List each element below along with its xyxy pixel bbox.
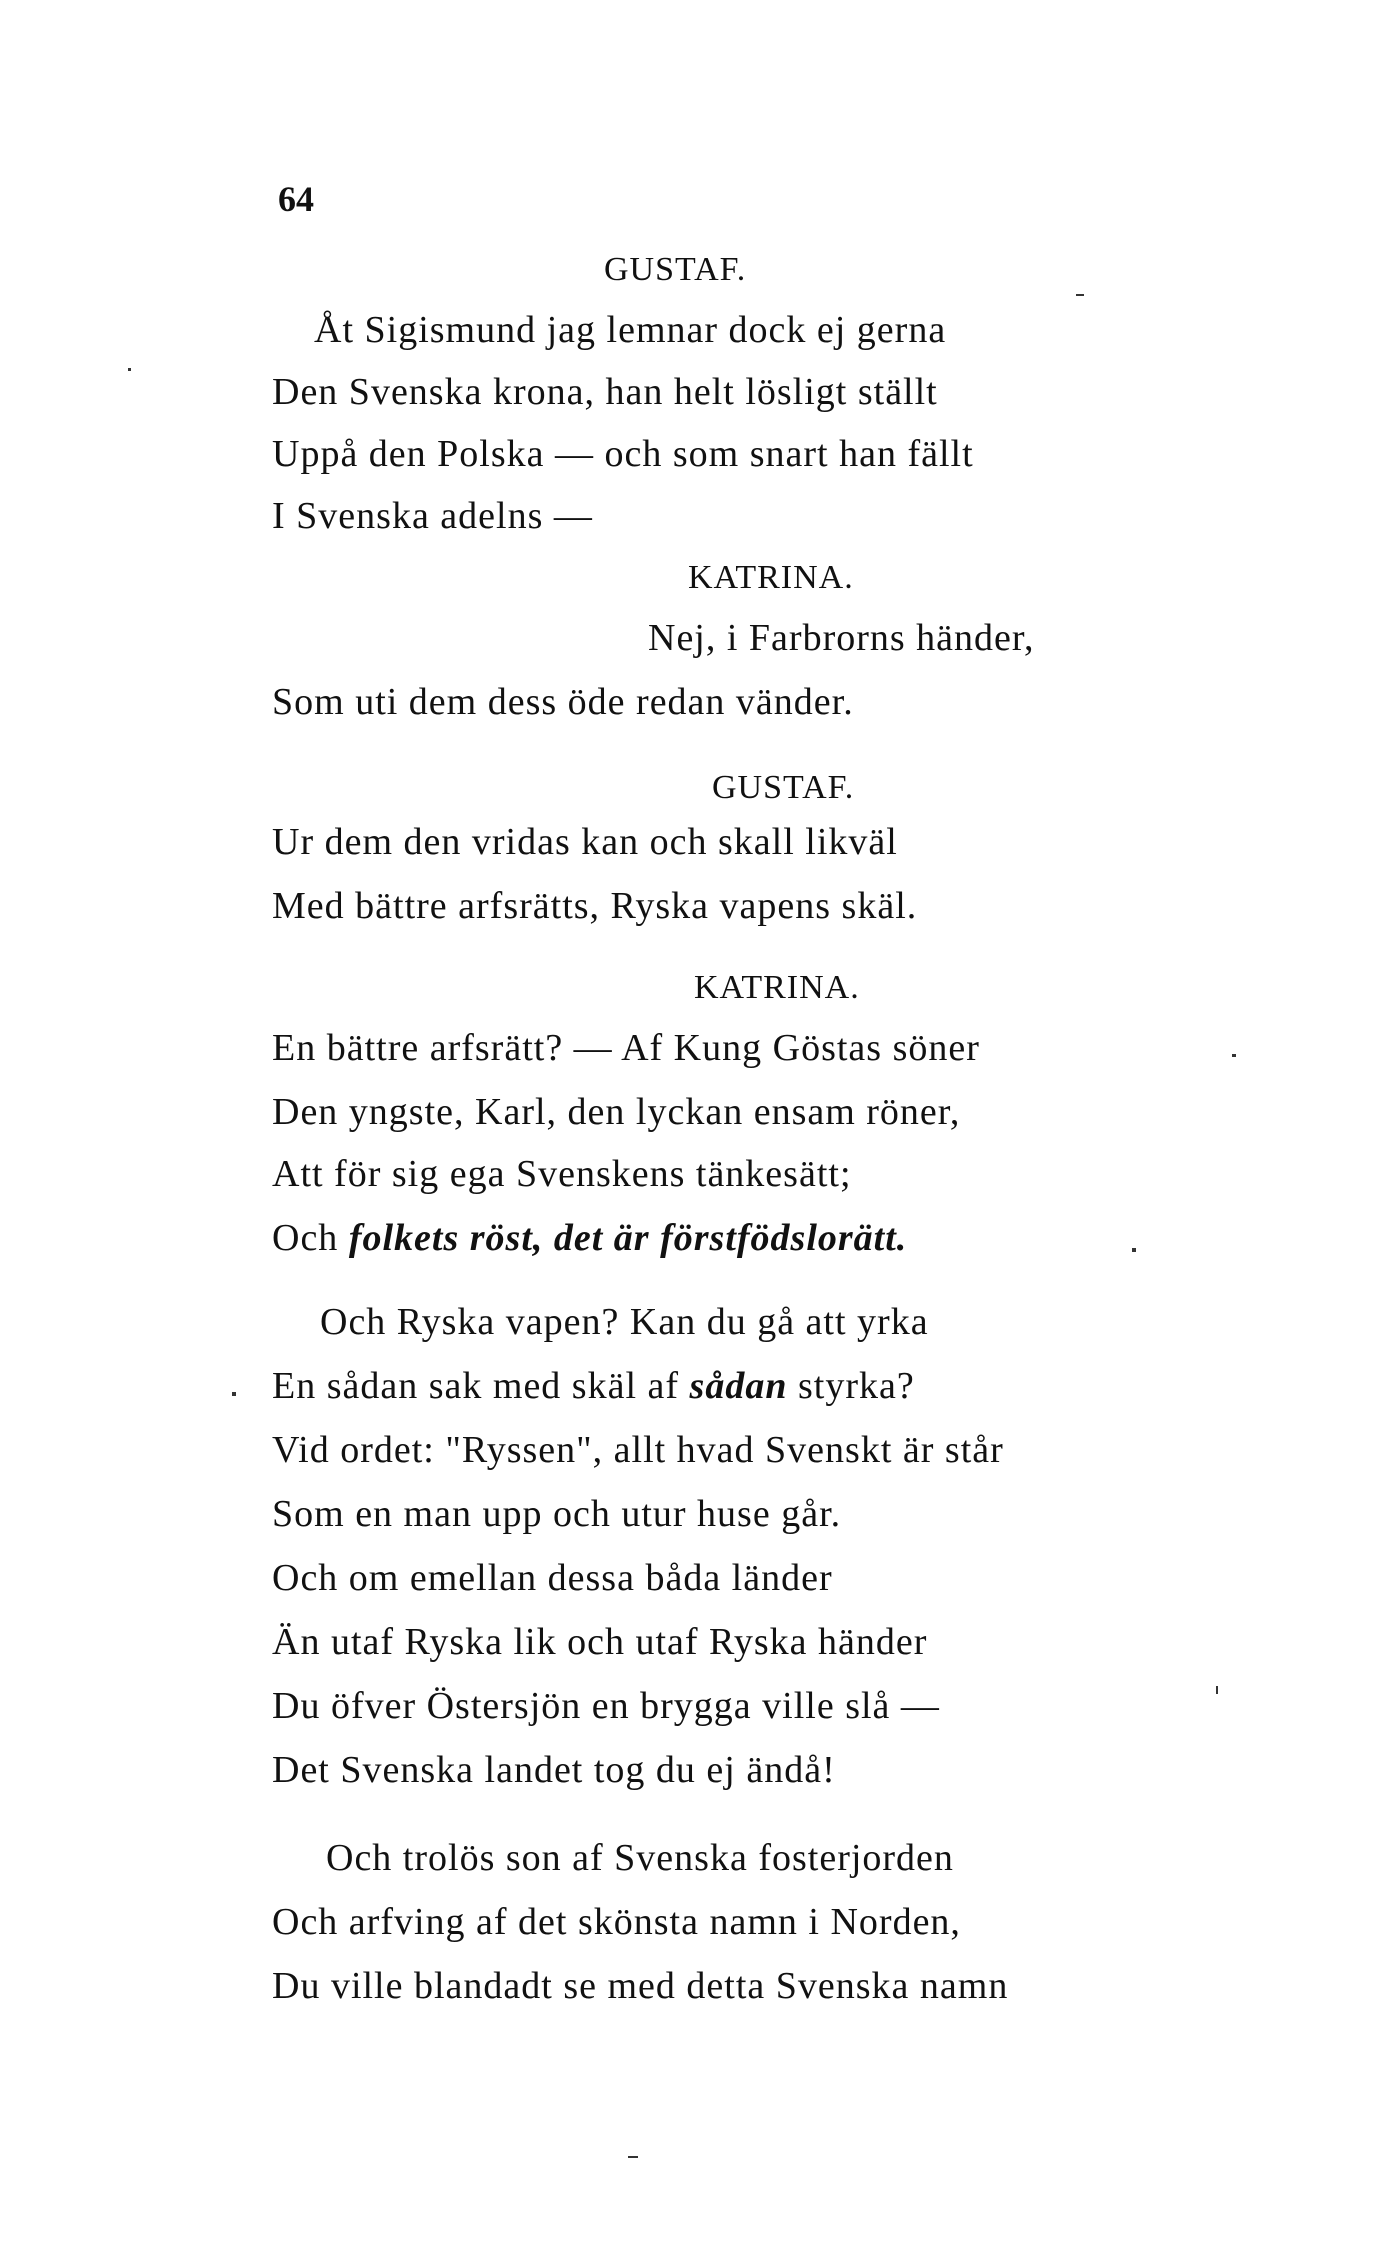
- verse-line: Att för sig ega Svenskens tänkesätt;: [272, 1153, 852, 1195]
- verse-line: Med bättre arfsrätts, Ryska vapens skäl.: [272, 885, 918, 927]
- verse-text: En sådan sak med skäl af: [272, 1365, 690, 1407]
- verse-line: Du ville blandadt se med detta Svenska namn: [272, 1965, 1009, 2007]
- verse-line: Och trolös son af Svenska fosterjorden: [326, 1837, 954, 1879]
- speaker-heading: KATRINA.: [688, 559, 854, 596]
- verse-line: Nej, i Farbrorns händer,: [648, 617, 1035, 659]
- verse-line: En bättre arfsrätt? — Af Kung Göstas söner: [272, 1027, 980, 1069]
- verse-line: Den yngste, Karl, den lyckan ensam röner,: [272, 1091, 961, 1133]
- verse-text: Och: [272, 1217, 349, 1259]
- verse-line: Ur dem den vridas kan och skall likväl: [272, 821, 898, 863]
- page-number: 64: [278, 179, 314, 219]
- verse-line: Uppå den Polska — och som snart han fällt: [272, 433, 974, 475]
- scan-speck: [1216, 1686, 1218, 1694]
- speaker-heading: KATRINA.: [694, 969, 860, 1006]
- speaker-heading: GUSTAF.: [604, 251, 747, 288]
- verse-line: Som uti dem dess öde redan vänder.: [272, 681, 854, 723]
- verse-line: [272, 1364, 915, 1408]
- verse-line: Det Svenska landet tog du ej ändå!: [272, 1749, 836, 1791]
- verse-line: I Svenska adelns —: [272, 495, 593, 537]
- verse-line: Och om emellan dessa båda länder: [272, 1557, 833, 1599]
- scan-speck: [1132, 1248, 1136, 1252]
- scan-speck: [1232, 1054, 1236, 1057]
- verse-line: Än utaf Ryska lik och utaf Ryska händer: [272, 1621, 928, 1663]
- scan-speck: [1076, 294, 1084, 296]
- verse-line: Du öfver Östersjön en brygga ville slå —: [272, 1685, 940, 1727]
- scan-speck: [128, 368, 131, 371]
- verse-line: Som en man upp och utur huse går.: [272, 1493, 842, 1535]
- scan-speck: [628, 2156, 638, 2158]
- speaker-heading: GUSTAF.: [712, 769, 855, 806]
- verse-line: Den Svenska krona, han helt lösligt ställt: [272, 371, 938, 413]
- verse-line: Åt Sigismund jag lemnar dock ej gerna: [314, 309, 947, 351]
- verse-line: Och arfving af det skönsta namn i Norden,: [272, 1901, 961, 1943]
- italic-emphasis: folkets röst, det är förstfödslorätt.: [348, 1217, 908, 1259]
- verse-line: [272, 1216, 907, 1260]
- verse-text: styrka?: [787, 1365, 915, 1407]
- verse-line: Vid ordet: "Ryssen", allt hvad Svenskt är står: [272, 1429, 1004, 1471]
- italic-emphasis: sådan: [689, 1365, 788, 1407]
- scan-speck: [232, 1392, 236, 1396]
- verse-line: Och Ryska vapen? Kan du gå att yrka: [320, 1301, 929, 1343]
